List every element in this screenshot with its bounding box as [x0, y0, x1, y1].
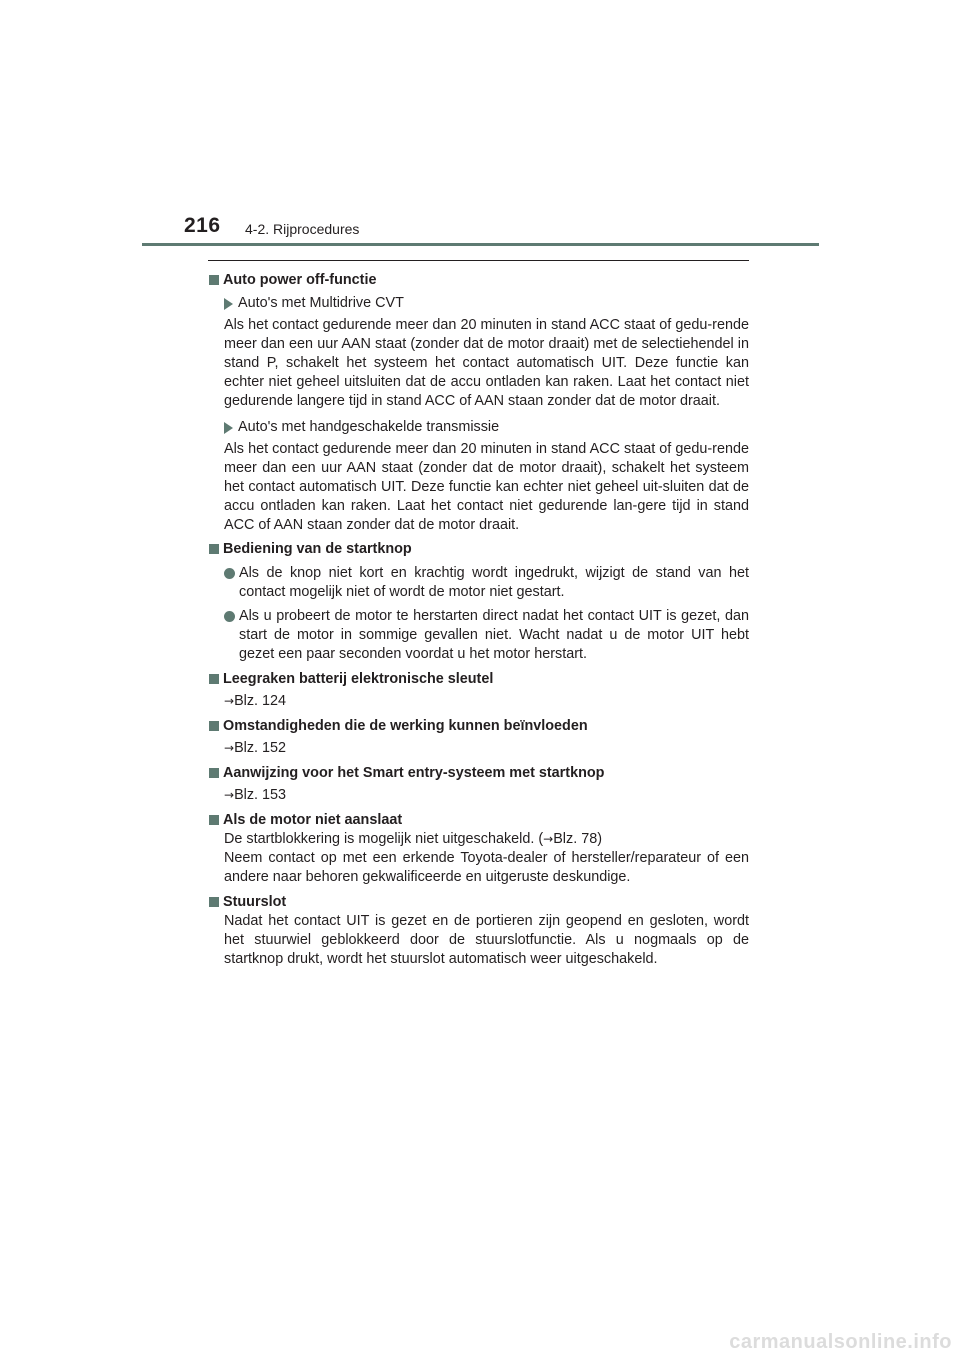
subheading-cvt — [208, 294, 749, 313]
subheading-text: Auto's met handgeschakelde transmissie — [238, 419, 500, 435]
heading-text: Leegraken batterij elektronische sleutel — [223, 671, 494, 687]
heading-stuurslot — [208, 893, 749, 912]
section-title: 4-2. Rijprocedures — [245, 221, 360, 237]
square-bullet-icon — [209, 815, 219, 825]
page-reference — [208, 786, 749, 805]
header-rule — [142, 243, 819, 246]
square-bullet-icon — [209, 275, 219, 285]
arrow-right-icon: → — [224, 741, 235, 755]
heading-auto-power — [208, 271, 749, 290]
circle-bullet-icon — [224, 611, 235, 622]
paragraph-motor-niet — [208, 830, 749, 849]
subheading-text: Auto's met Multidrive CVT — [238, 295, 404, 311]
watermark: carmanualsonline.info — [729, 1331, 952, 1353]
square-bullet-icon — [209, 674, 219, 684]
arrow-right-icon: → — [224, 694, 235, 708]
arrow-right-icon: → — [543, 832, 554, 846]
heading-omstandigheden — [208, 717, 749, 736]
paragraph-cvt: Als het contact gedurende meer dan 20 minuten in stand ACC staat of gedu-rende meer dan een uur AAN staat (zonder dat de motor draait) met de selectiehendel in stand P, schakelt het systeem het contact automatisch UIT. Deze functie kan echter niet geheel uitsluiten dat de accu ontladen kan raken. Laat het contact niet gedurende langere tijd in stand ACC of AAN staan zonder dat de motor draait. — [224, 317, 749, 409]
heading-text: Omstandigheden die de werking kunnen beïnvloeden — [223, 718, 588, 734]
bullet-item — [208, 564, 749, 602]
heading-text: Aanwijzing voor het Smart entry-systeem met startknop — [223, 765, 605, 781]
triangle-bullet-icon — [224, 422, 233, 434]
bullet-text: Als u probeert de motor te herstarten direct nadat het contact UIT is gezet, dan start de motor in sommige gevallen niet. Wacht nadat u de motor UIT hebt gezet een paar seconden voordat u het motor herstart. — [239, 608, 749, 662]
circle-bullet-icon — [224, 568, 235, 579]
page-content — [208, 266, 749, 969]
subheading-manual — [208, 418, 749, 437]
square-bullet-icon — [209, 721, 219, 731]
heading-text: Auto power off-functie — [223, 272, 377, 288]
bullet-text: Als de knop niet kort en krachtig wordt ingedrukt, wijzigt de stand van het contact mogelijk niet of wordt de motor niet gestart. — [239, 565, 749, 600]
paragraph-dealer: Neem contact op met een erkende Toyota-dealer of hersteller/reparateur of een andere naar behoren gekwalificeerde en uitgeruste deskundige. — [224, 850, 749, 885]
square-bullet-icon — [209, 544, 219, 554]
content-top-rule — [208, 260, 749, 261]
heading-smart-entry — [208, 764, 749, 783]
page-number: 216 — [184, 214, 221, 237]
heading-batterij — [208, 670, 749, 689]
square-bullet-icon — [209, 768, 219, 778]
square-bullet-icon — [209, 897, 219, 907]
paragraph-stuurslot: Nadat het contact UIT is gezet en de portieren zijn geopend en gesloten, wordt het stuurwiel geblokkeerd door de stuurslotfunctie. Als u nogmaals op de startknop drukt, wordt het stuurslot automatisch weer uitgeschakeld. — [224, 913, 749, 967]
paragraph-text: De startblokkering is mogelijk niet uitgeschakeld. ( — [224, 831, 544, 847]
paragraph-manual: Als het contact gedurende meer dan 20 minuten in stand ACC staat of gedu-rende meer dan een uur AAN staat (zonder dat de motor draait), schakelt het systeem het contact automatisch UIT. Deze functie kan echter niet geheel uit-sluiten dat de accu ontladen kan raken. Laat het contact niet gedurende lan-gere tijd in stand ACC of AAN staan zonder dat de motor draait. — [224, 441, 749, 533]
reference-link[interactable]: Blz. 78) — [553, 831, 602, 847]
arrow-right-icon: → — [224, 788, 235, 802]
reference-link[interactable]: Blz. 124 — [234, 693, 287, 709]
heading-startknop — [208, 540, 749, 559]
heading-text: Als de motor niet aanslaat — [223, 812, 403, 828]
bullet-item — [208, 607, 749, 664]
page-reference — [208, 692, 749, 711]
page-header — [0, 0, 960, 250]
reference-link[interactable]: Blz. 153 — [234, 787, 287, 803]
reference-link[interactable]: Blz. 152 — [234, 740, 287, 756]
heading-text: Stuurslot — [223, 894, 287, 910]
triangle-bullet-icon — [224, 298, 233, 310]
page-reference — [208, 739, 749, 758]
heading-text: Bediening van de startknop — [223, 541, 412, 557]
heading-motor-niet — [208, 811, 749, 830]
